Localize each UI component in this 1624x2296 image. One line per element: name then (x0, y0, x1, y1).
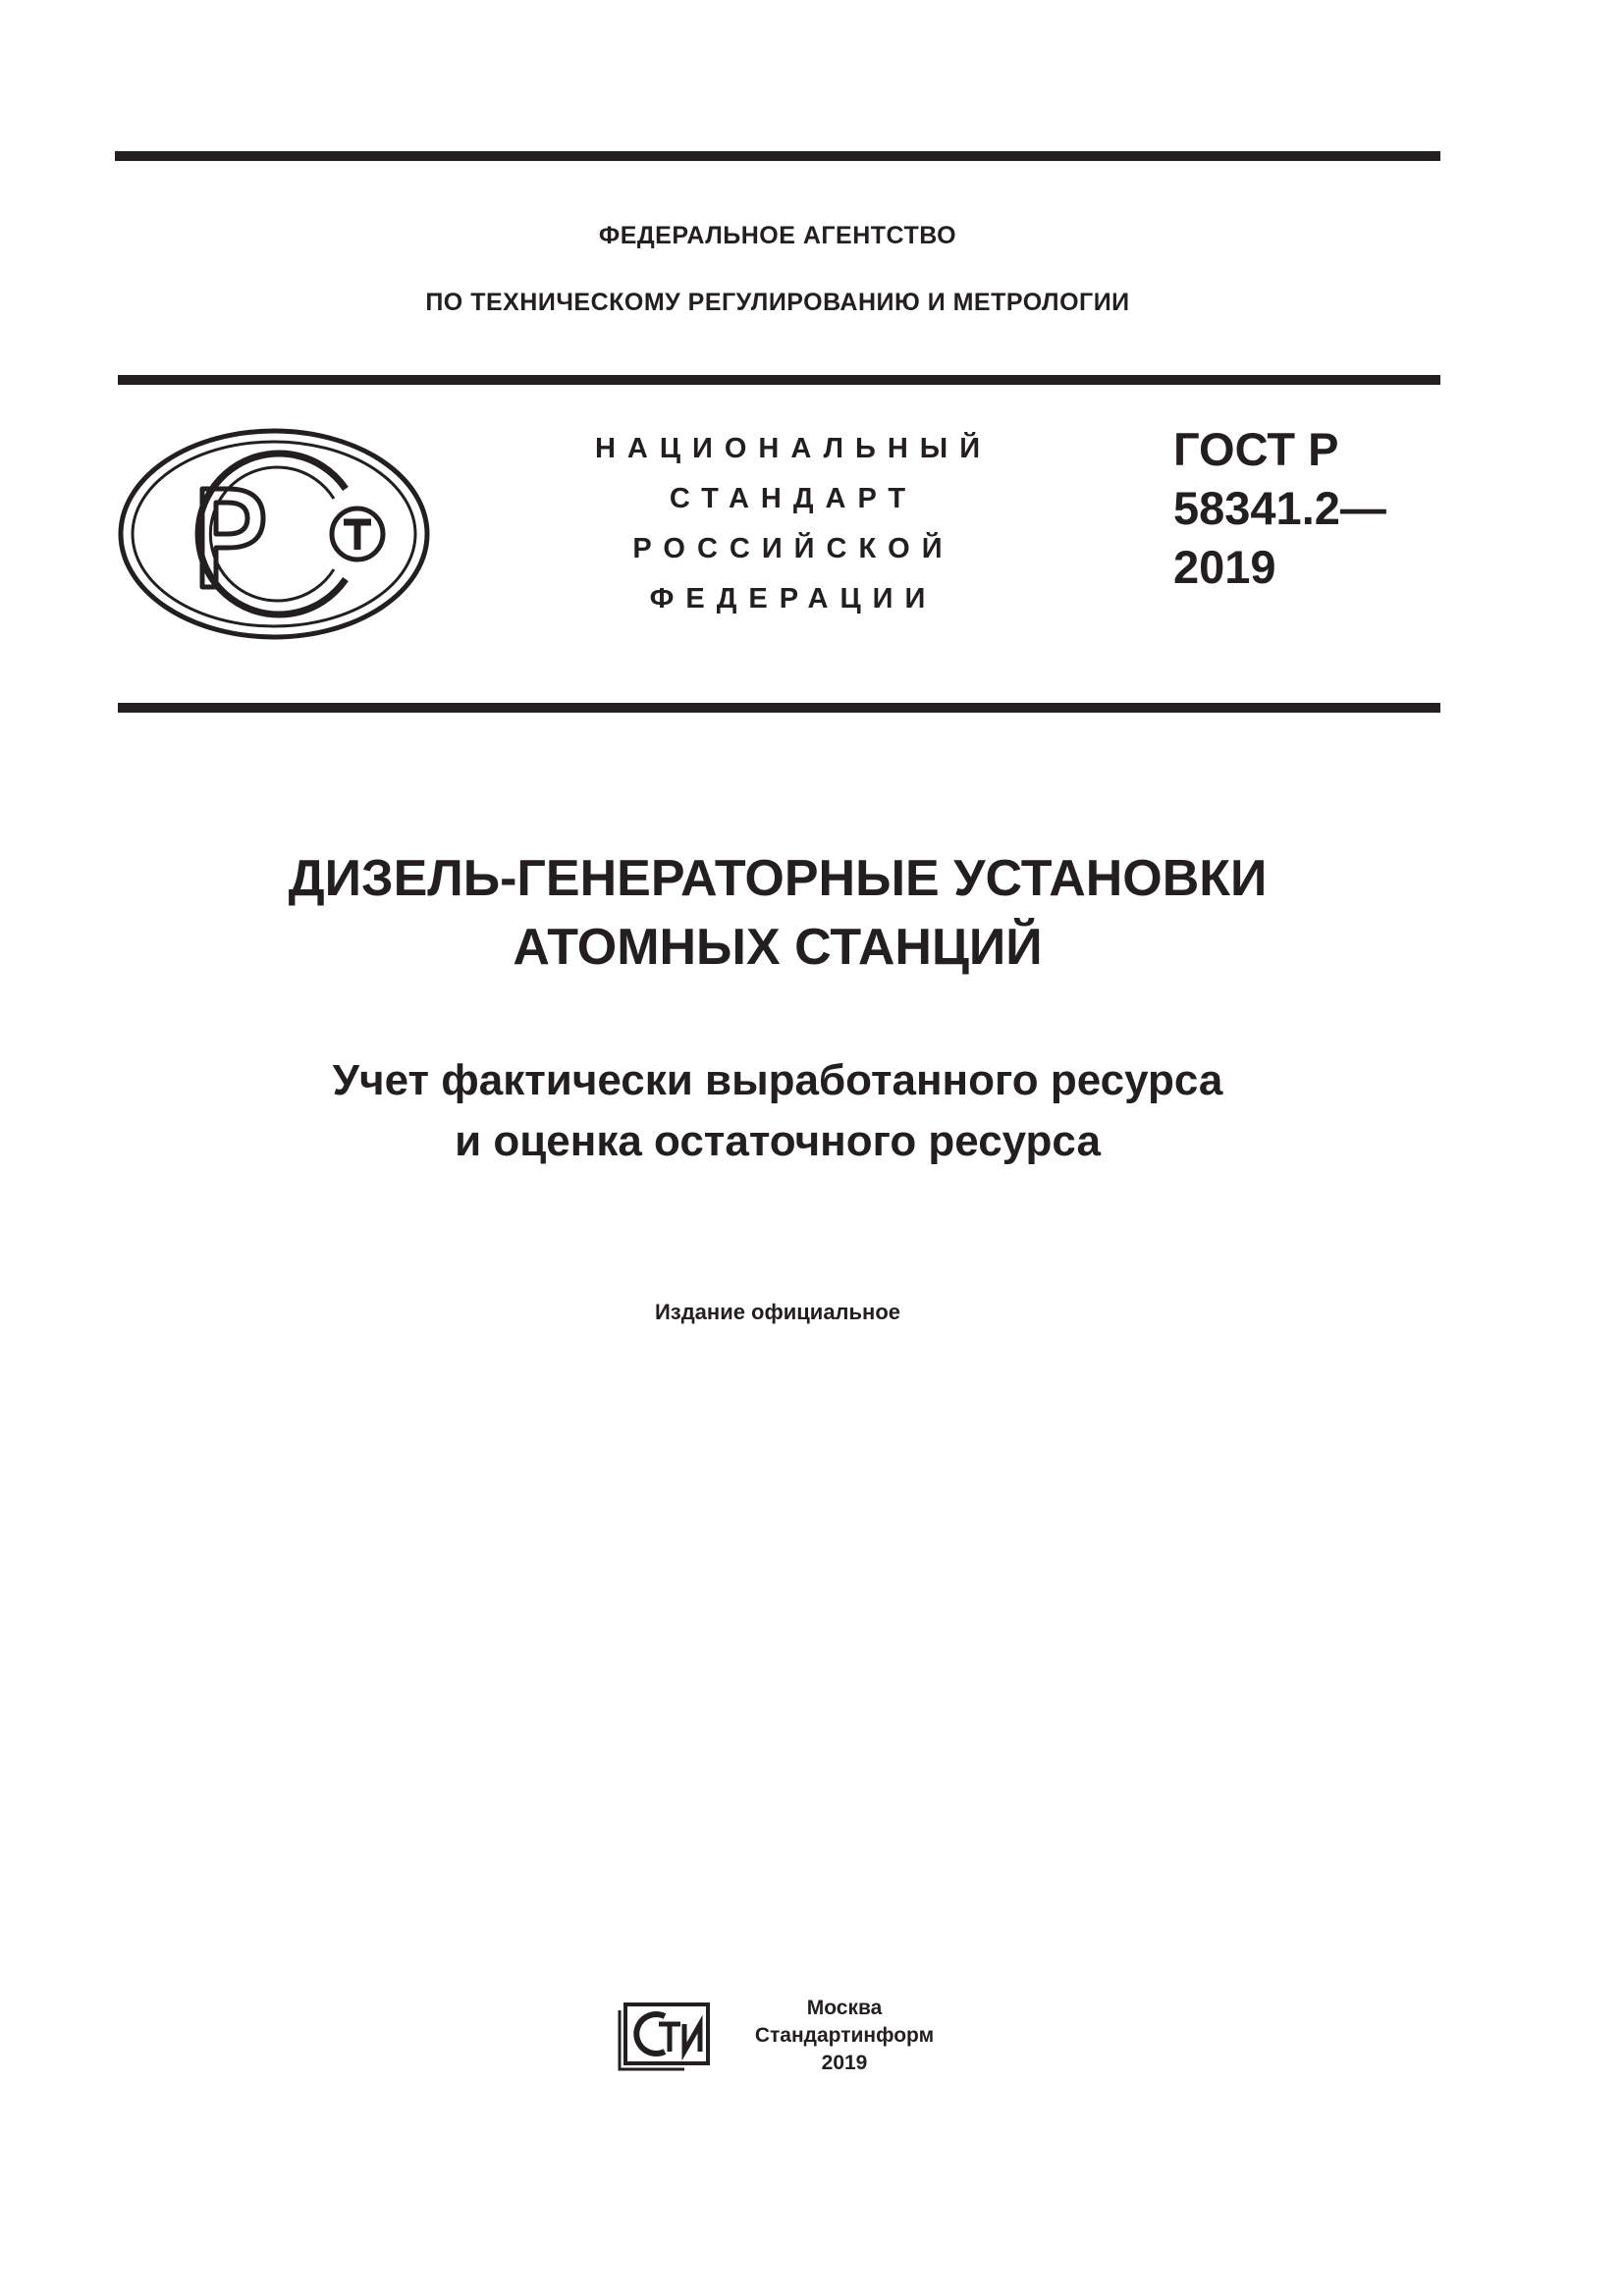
imprint-city: Москва (806, 1997, 883, 2019)
title-line2: АТОМНЫХ СТАНЦИЙ (513, 919, 1043, 976)
imprint-block (727, 1995, 962, 2077)
document-subtitle (115, 1050, 1440, 1172)
title-line1: ДИЗЕЛЬ-ГЕНЕРАТОРНЫЕ УСТАНОВКИ (288, 850, 1268, 907)
subtitle-line1: Учет фактически выработанного ресурса (332, 1056, 1223, 1104)
imprint-year: 2019 (821, 2052, 868, 2074)
national-standard-line3: РОССИЙСКОЙ (632, 533, 954, 564)
document-title (115, 844, 1440, 982)
designation-line1: ГОСТ Р (1173, 423, 1339, 475)
header-rule (118, 375, 1440, 385)
national-standard-heading (577, 424, 1009, 624)
standard-designation (1173, 420, 1386, 597)
top-rule (115, 151, 1440, 161)
designation-line2: 58341.2— (1173, 482, 1386, 534)
agency-name-line2: ПО ТЕХНИЧЕСКОМУ РЕГУЛИРОВАНИЮ И МЕТРОЛОГИИ (425, 289, 1130, 316)
national-standard-line1: НАЦИОНАЛЬНЫЙ (594, 433, 993, 464)
national-standard-line4: ФЕДЕРАЦИИ (649, 583, 938, 614)
edition-label: Издание официальное (654, 1300, 901, 1324)
standartinform-logo-icon (616, 1995, 714, 2073)
agency-name-line1: ФЕДЕРАЛЬНОЕ АГЕНТСТВО (598, 222, 957, 249)
subtitle-line2: и оценка остаточного ресурса (455, 1117, 1101, 1165)
rst-certification-mark-icon (118, 428, 430, 640)
national-standard-line2: СТАНДАРТ (669, 483, 918, 514)
imprint-publisher: Стандартинформ (754, 2024, 935, 2047)
header-bottom-rule (118, 703, 1440, 713)
designation-line3: 2019 (1173, 541, 1276, 593)
